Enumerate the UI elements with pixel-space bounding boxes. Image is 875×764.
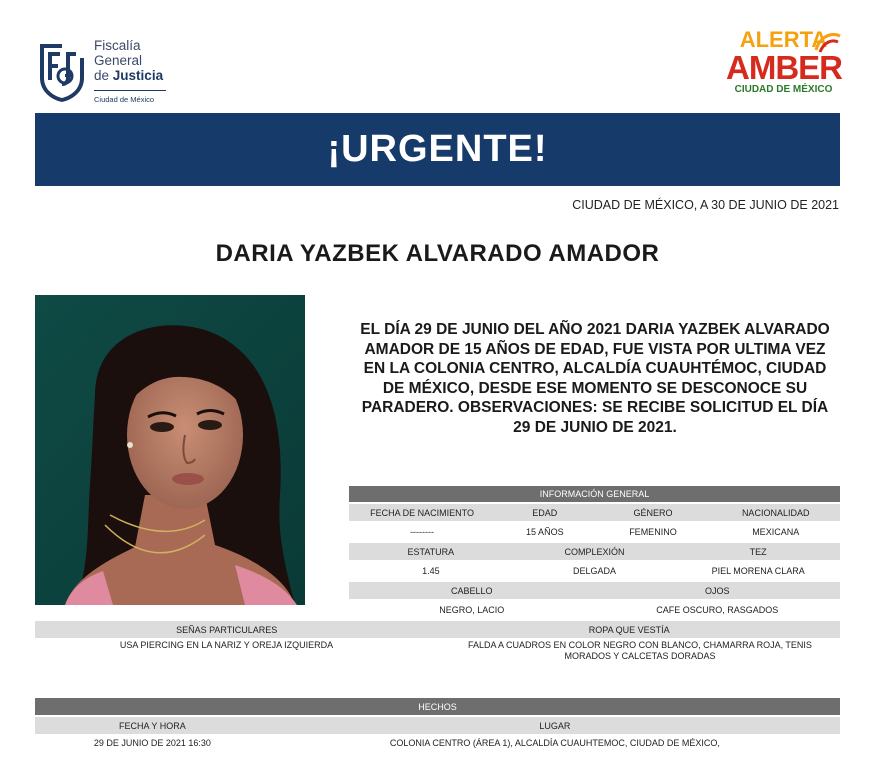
info-header: [349, 486, 840, 502]
label-complexion: COMPLEXIÓN: [564, 546, 625, 557]
fgj-line2: General: [94, 53, 143, 68]
hechos-labels: [35, 717, 840, 734]
urgent-banner: ¡URGENTE!: [35, 113, 840, 186]
value-fecha-hora: 29 DE JUNIO DE 2021 16:30: [93, 738, 211, 748]
label-edad: EDAD: [532, 507, 558, 518]
value-tez: PIEL MORENA CLARA: [711, 565, 805, 576]
label-estatura: ESTATURA: [407, 546, 455, 557]
info-title: INFORMACIÓN GENERAL: [539, 489, 650, 499]
value-cabello: NEGRO, LACIO: [439, 604, 505, 615]
value-complexion: DELGADA: [573, 565, 617, 576]
label-tez: TEZ: [749, 546, 767, 557]
fgj-line1: Fiscalía: [94, 38, 141, 53]
label-senas: SEÑAS PARTICULARES: [176, 624, 278, 635]
label-fecha-nacimiento: FECHA DE NACIMIENTO: [370, 507, 474, 518]
label-cabello: CABELLO: [450, 585, 493, 596]
info-row1-values: [349, 523, 840, 540]
case-description: EL DÍA 29 DE JUNIO DEL AÑO 2021 DARIA YAZBEK ALVARADO AMADOR DE 15 AÑOS DE EDAD, FUE VISTA POR ULTIMA VEZ EN LA COLONIA CENTRO, ALCALDÍA CUAUHTÉMOC, CIUDAD DE MÉXICO, DESDE ESE MOMENTO SE DESCONOCE SU PARADERO. OBSERVACIONES: SE RECIBE SOLICITUD EL DÍA 29 DE JUNIO DE 2021.: [360, 321, 830, 436]
hechos-header: [35, 698, 840, 715]
label-ojos: OJOS: [704, 585, 730, 596]
info-row2-values: [349, 562, 840, 579]
fgj-logo-icon: [36, 38, 88, 102]
info-row3-values: [349, 601, 840, 618]
label-lugar: LUGAR: [539, 720, 571, 731]
info-row2-headers: [349, 543, 840, 560]
value-lugar: COLONIA CENTRO (ÁREA 1), ALCALDÍA CUAUHTEMOC, CIUDAD DE MÉXICO,: [389, 738, 720, 748]
person-name: DARIA YAZBEK ALVARADO AMADOR: [215, 240, 660, 267]
fgj-divider: [94, 90, 166, 91]
label-fecha-hora: FECHA Y HORA: [119, 720, 186, 731]
amber-line3: CIUDAD DE MÉXICO: [734, 84, 833, 95]
info-row1-headers: [349, 504, 840, 521]
value-nacionalidad: MEXICANA: [752, 526, 800, 537]
label-nacionalidad: NACIONALIDAD: [741, 507, 810, 518]
amber-line1: ALERTA: [739, 27, 828, 52]
amber-swirl-icon: [812, 30, 842, 61]
hechos-title: HECHOS: [418, 701, 457, 712]
fgj-logo-text: [94, 38, 163, 83]
label-genero: GÉNERO: [633, 507, 673, 518]
features-headers: [35, 621, 840, 638]
amber-line2: AMBER: [726, 49, 842, 86]
report-date: CIUDAD DE MÉXICO, A 30 DE JUNIO DE 2021: [572, 198, 839, 212]
value-senas: USA PIERCING EN LA NARIZ Y OREJA IZQUIERDA: [119, 640, 334, 650]
value-ojos: CAFE OSCURO, RASGADOS: [656, 604, 779, 615]
value-ropa: FALDA A CUADROS EN COLOR NEGRO CON BLANCO, CHAMARRA ROJA, TENIS MORADOS Y CALCETAS DORADAS: [468, 640, 812, 661]
value-edad: 15 AÑOS: [526, 526, 564, 537]
label-ropa: ROPA QUE VESTÍA: [588, 624, 670, 635]
person-photo: [35, 295, 305, 605]
hechos-values: [35, 736, 840, 750]
value-fecha-nacimiento: --------: [410, 526, 435, 537]
fgj-line3-bold: Justicia: [112, 68, 164, 83]
fgj-line3-prefix: de: [94, 68, 110, 83]
value-genero: FEMENINO: [629, 526, 677, 537]
info-row3-headers: [349, 582, 840, 599]
fgj-city: Ciudad de México: [94, 95, 155, 104]
value-estatura: 1.45: [422, 565, 440, 576]
